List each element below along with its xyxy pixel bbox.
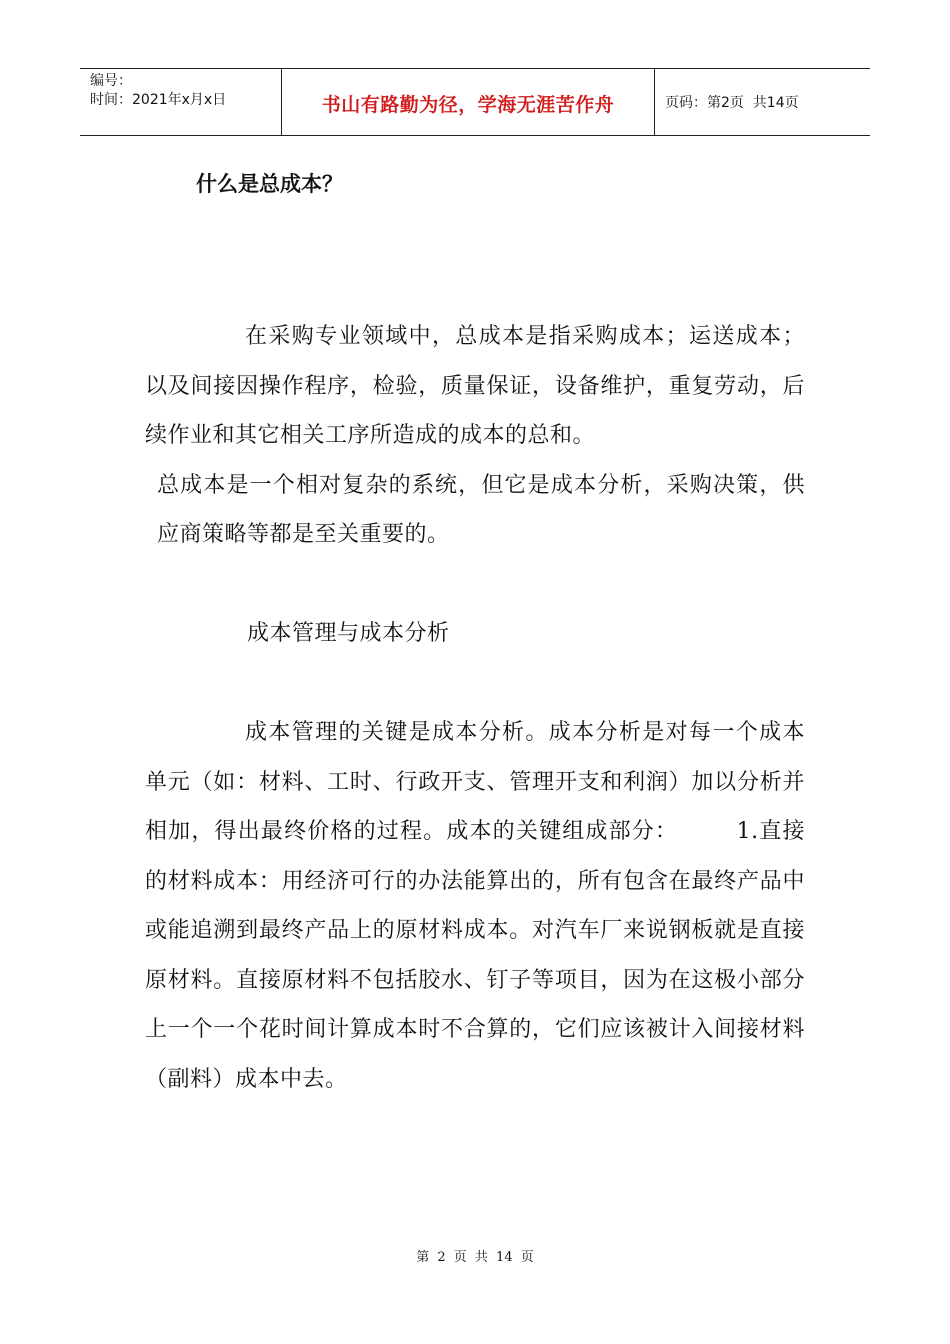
doc-code-label: 编号： — [90, 73, 132, 89]
paragraph-cost-analysis: 成本管理的关键是成本分析。成本分析是对每一个成本单元（如：材料、工时、行政开支、管理开支和利润）加以分析并相加，得出最终价格的过程。成本的关键组成部分： 1.直接的材料成本：用经济可行的办法能算出的，所有包含在最终产品中或能追溯到最终产品上的原材料成本。对汽车厂来说钢板就是直接原材料。直接原材料不包括胶水、钉子等项目，因为在这极小部分上一个一个花时间计算成本时不合算的，它们应该被计入间接材料（副料）成本中去。 — [145, 720, 805, 1092]
header-page-info: 页码：第2页 共14页 — [665, 95, 799, 111]
document-body — [145, 312, 805, 1104]
page-title: 什么是总成本？ — [196, 172, 343, 196]
spacer — [145, 560, 805, 610]
spacer — [145, 659, 805, 709]
header-table — [80, 68, 870, 136]
paragraph-total-cost-importance: 总成本是一个相对复杂的系统，但它是成本分析，采购决策，供应商策略等都是至关重要的。 — [157, 472, 805, 547]
doc-time-label: 时间：2021年x月x日 — [90, 92, 227, 108]
header-meta-cell — [80, 69, 282, 135]
paragraph-total-cost-definition: 在采购专业领域中，总成本是指采购成本；运送成本；以及间接因操作程序，检验，质量保证，设备维护，重复劳动，后续作业和其它相关工序所造成的成本的总和。 — [145, 324, 805, 448]
page-footer: 第 2 页 共 14 页 — [416, 1250, 534, 1265]
section-heading: 成本管理与成本分析 — [247, 621, 450, 646]
header-page-cell — [655, 69, 870, 135]
header-motto-cell — [282, 69, 655, 135]
header-motto: 书山有路勤为径，学海无涯苦作舟 — [321, 93, 615, 116]
